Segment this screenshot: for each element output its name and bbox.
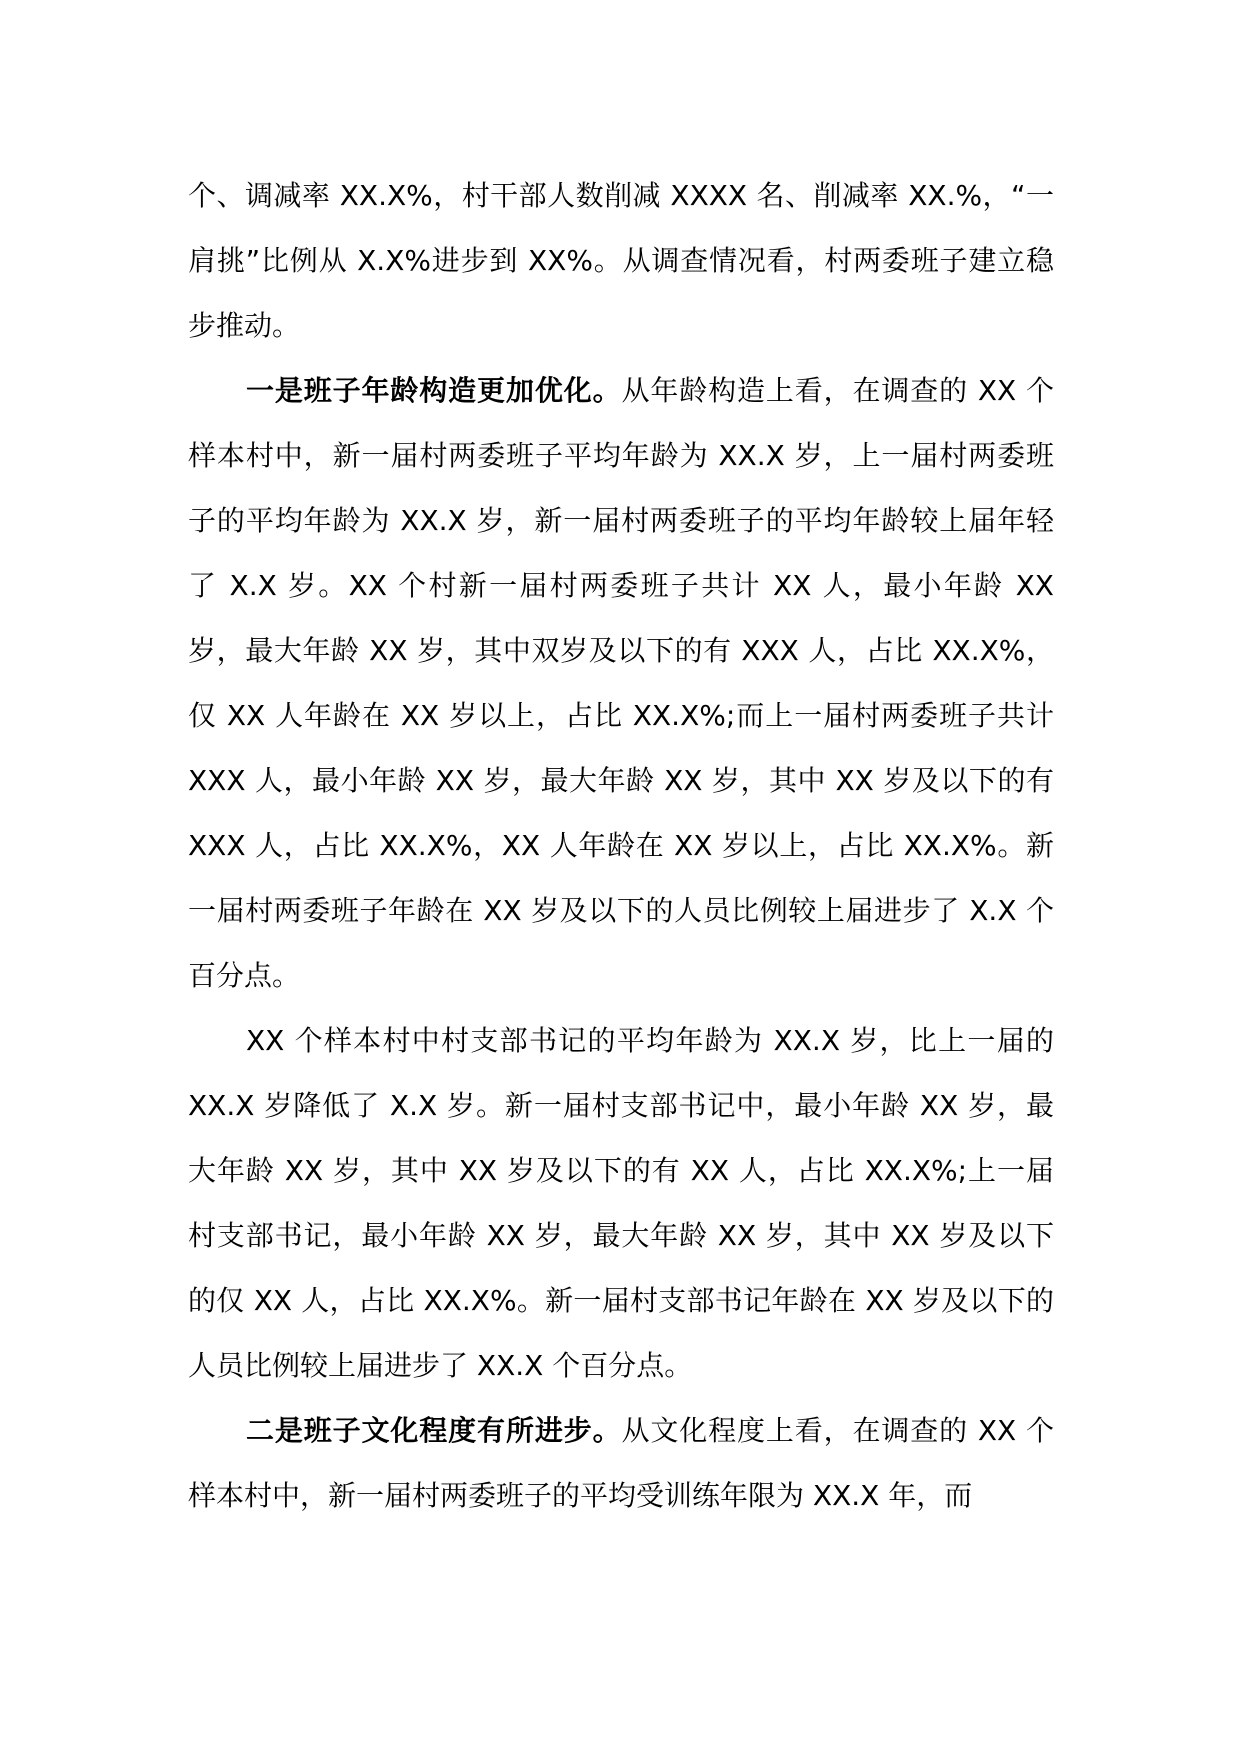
paragraph-continuation — [188, 163, 1054, 358]
paragraph-heading: 二是班子文化程度有所进步。 — [246, 1414, 622, 1447]
paragraph-text: 从年龄构造上看，在调查的 XX 个样本村中，新一届村两委班子平均年龄为 XX.X 岁，上一届村两委班子的平均年龄为 XX.X 岁，新一届村两委班子的平均年龄较上届年轻了 X.X 岁。XX 个村新一届村两委班子共计 XX 人，最小年龄 XX 岁，最大年龄 XX 岁，其中双岁及以下的有 XXX 人，占比 XX.X%，仅 XX 人年龄在 XX 岁以上，占比 XX.X%;而上一届村两委班子共计 XXX 人，最小年龄 XX 岁，最大年龄 XX 岁，其中 XX 岁及以下的有 XXX 人，占比 XX.X%，XX 人年龄在 XX 岁以上，占比 XX.X%。新一届村两委班子年龄在 XX 岁及以下的人员比例较上届进步了 X.X 个百分点。 — [188, 374, 1054, 992]
paragraph-education — [188, 1398, 1054, 1528]
paragraph-text: XX 个样本村中村支部书记的平均年龄为 XX.X 岁，比上一届的 XX.X 岁降低了 X.X 岁。新一届村支部书记中，最小年龄 XX 岁，最大年龄 XX 岁，其中 XX 岁及以下的有 XX 人，占比 XX.X%;上一届村支部书记，最小年龄 XX 岁，最大年龄 XX 岁，其中 XX 岁及以下的仅 XX 人，占比 XX.X%。新一届村支部书记年龄在 XX 岁及以下的人员比例较上届进步了 XX.X 个百分点。 — [188, 1024, 1054, 1382]
paragraph-text: 从文化程度上看，在调查的 XX 个样本村中，新一届村两委班子的平均受训练年限为 XX.X 年，而 — [188, 1414, 1054, 1512]
paragraph-heading: 一是班子年龄构造更加优化。 — [246, 374, 622, 407]
paragraph-age-structure — [188, 358, 1054, 1008]
document-body — [188, 163, 1054, 1528]
paragraph-secretary-age — [188, 1008, 1054, 1398]
paragraph-text: 个、调减率 XX.X%，村干部人数削减 XXXX 名、削减率 XX.%，“一肩挑”比例从 X.X%进步到 XX%。从调查情况看，村两委班子建立稳步推动。 — [188, 179, 1054, 342]
